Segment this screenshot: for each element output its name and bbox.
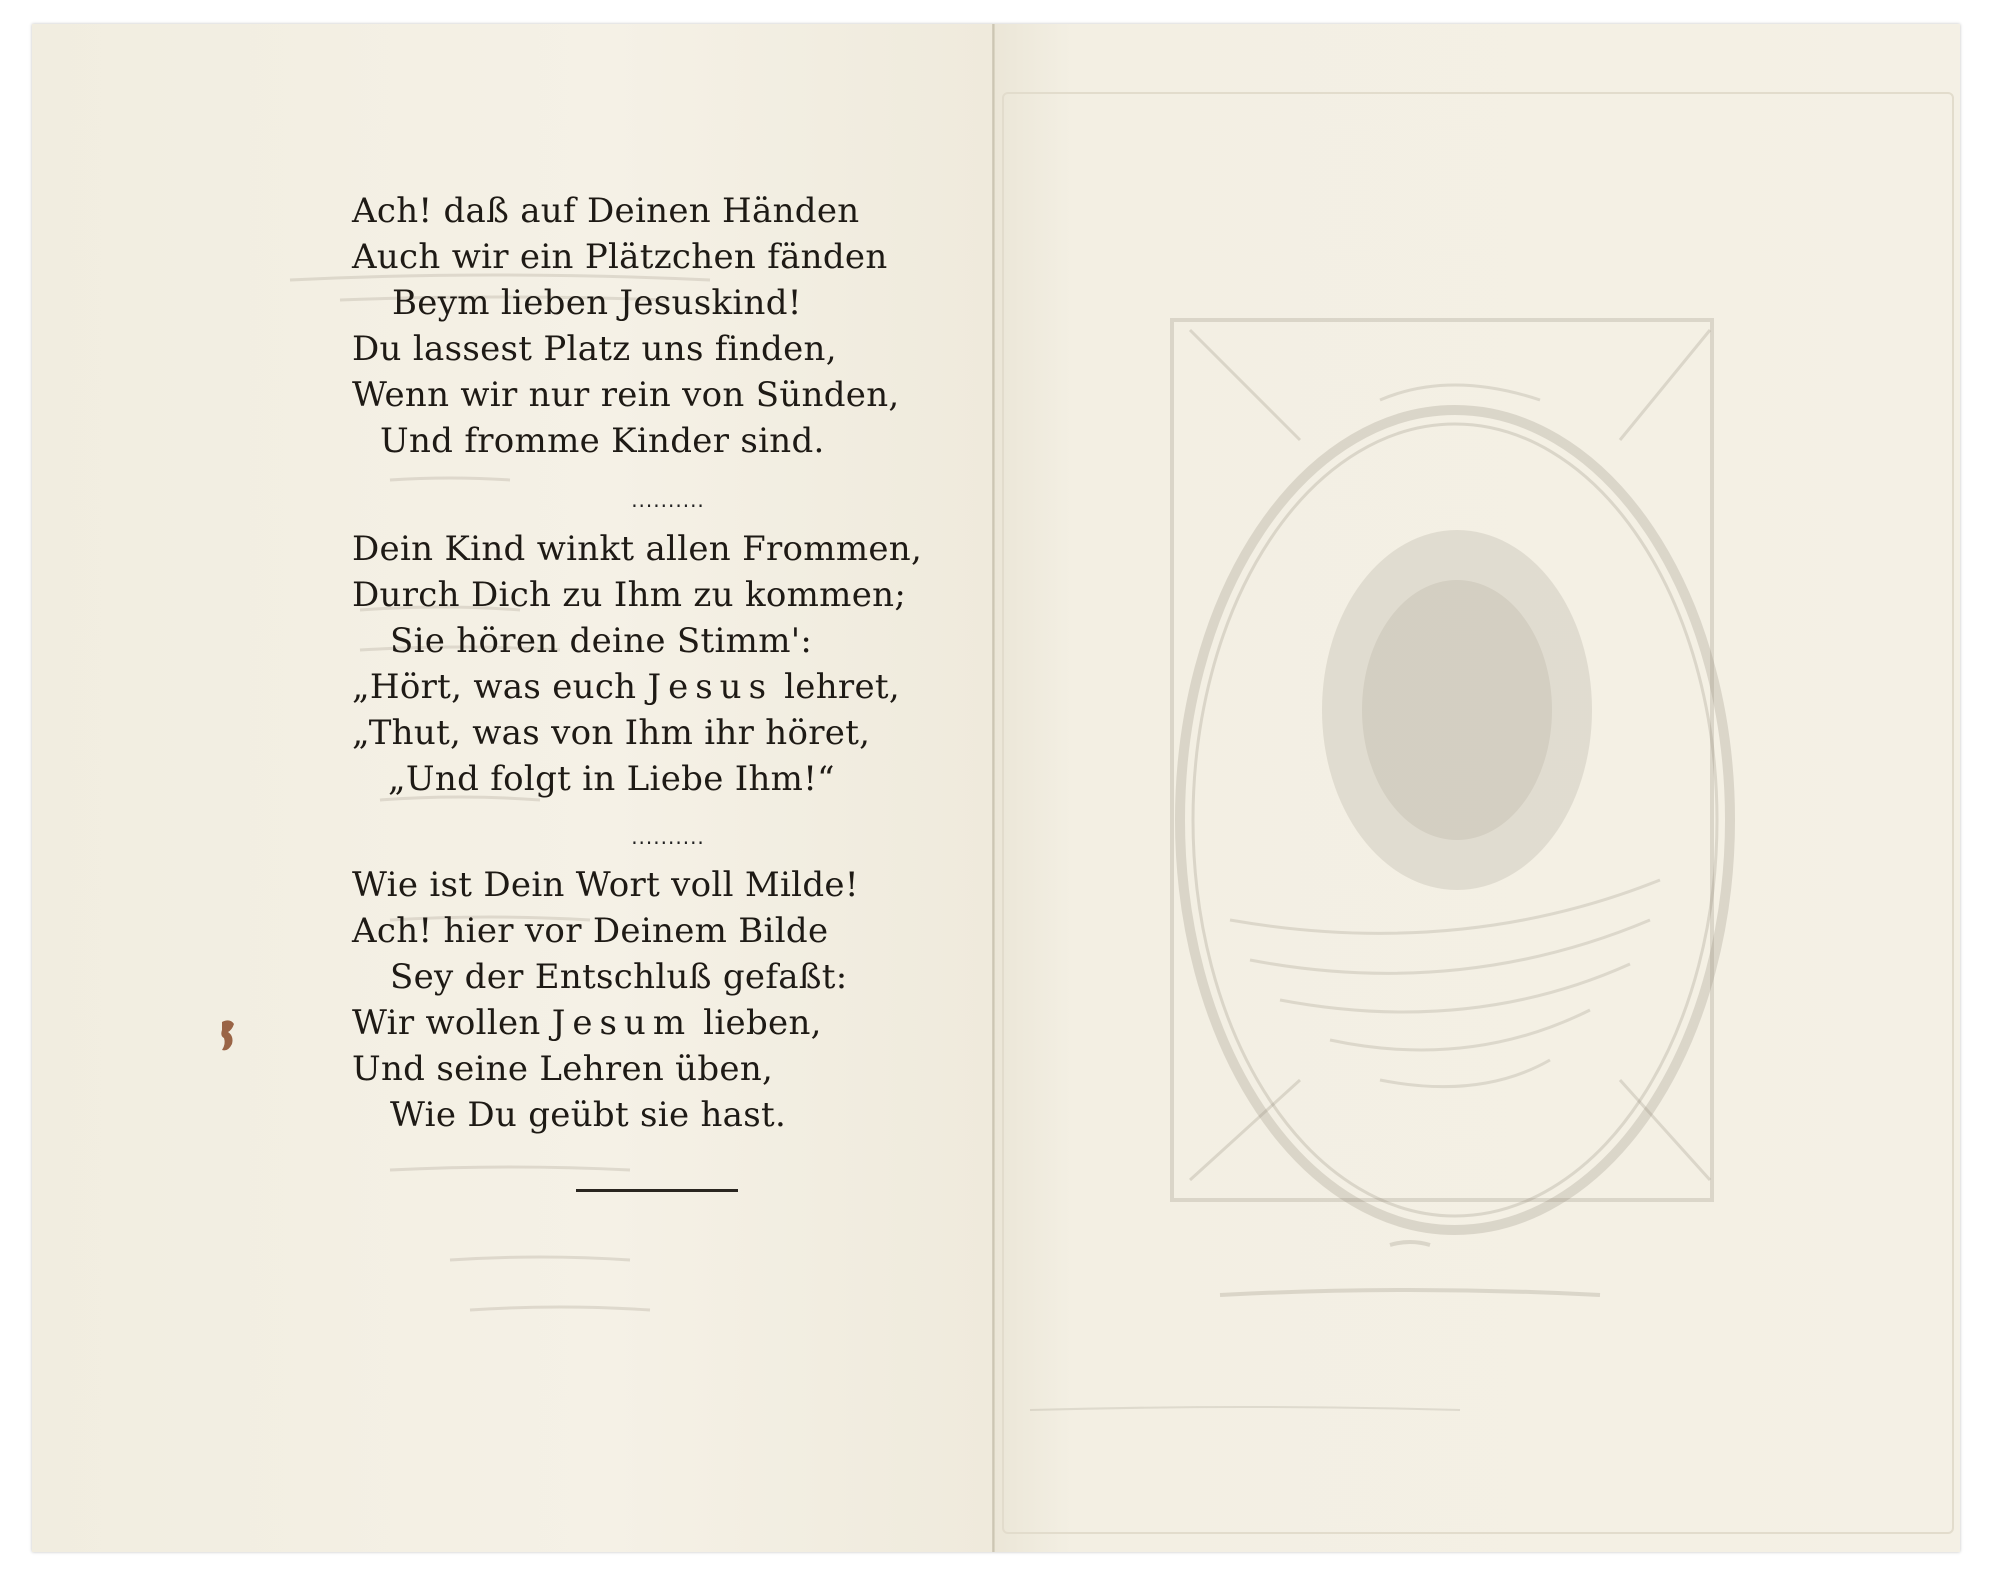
verse-line: Ach! hier vor Deinem Bilde <box>352 911 829 951</box>
verse-text: „Hört, was euch <box>352 667 648 707</box>
verse-line: Und fromme Kinder sind. <box>380 421 825 461</box>
verse-emphasis: Jesum <box>551 1003 693 1043</box>
verse-line: Du lassest Platz uns finden, <box>352 329 837 369</box>
verse-line: Sey der Entschluß gefaßt: <box>390 957 848 997</box>
verse-line <box>352 664 912 710</box>
verse-emphasis: Jesus <box>647 667 774 707</box>
ink-stain <box>219 1018 237 1056</box>
bleed-through-engraving <box>1150 300 1760 1264</box>
verse-line: Durch Dich zu Ihm zu kommen; <box>352 575 907 615</box>
verse-line: Wie ist Dein Wort voll Milde! <box>352 865 859 905</box>
verse-text: Wir wollen <box>352 1003 552 1043</box>
verse-line: Ach! daß auf Deinen Händen <box>352 191 860 231</box>
verse-text: lieben, <box>692 1003 822 1043</box>
verse-line: Wenn wir nur rein von Sünden, <box>352 375 900 415</box>
verse-line: „Und folgt in Liebe Ihm!“ <box>388 759 835 799</box>
verse-line: Sie hören deine Stimm': <box>390 621 813 661</box>
verse-line: Beym lieben Jesuskind! <box>392 283 802 323</box>
verse-line <box>352 1000 912 1046</box>
stanza-1 <box>352 188 912 464</box>
verse-line: „Thut, was von Ihm ihr höret, <box>352 713 871 753</box>
stanza-separator: .......... <box>631 830 705 844</box>
verse-line: Auch wir ein Plätzchen fänden <box>352 237 888 277</box>
verse-text: lehret, <box>773 667 900 707</box>
stanza-2 <box>352 526 923 802</box>
verse-line: Und seine Lehren üben, <box>352 1049 774 1089</box>
stanza-separator: .......... <box>631 493 705 507</box>
verse-line: Wie Du geübt sie hast. <box>390 1095 787 1135</box>
verse-line: Dein Kind winkt allen Frommen, <box>352 529 923 569</box>
stanza-3 <box>352 862 912 1138</box>
closing-rule <box>576 1189 738 1192</box>
